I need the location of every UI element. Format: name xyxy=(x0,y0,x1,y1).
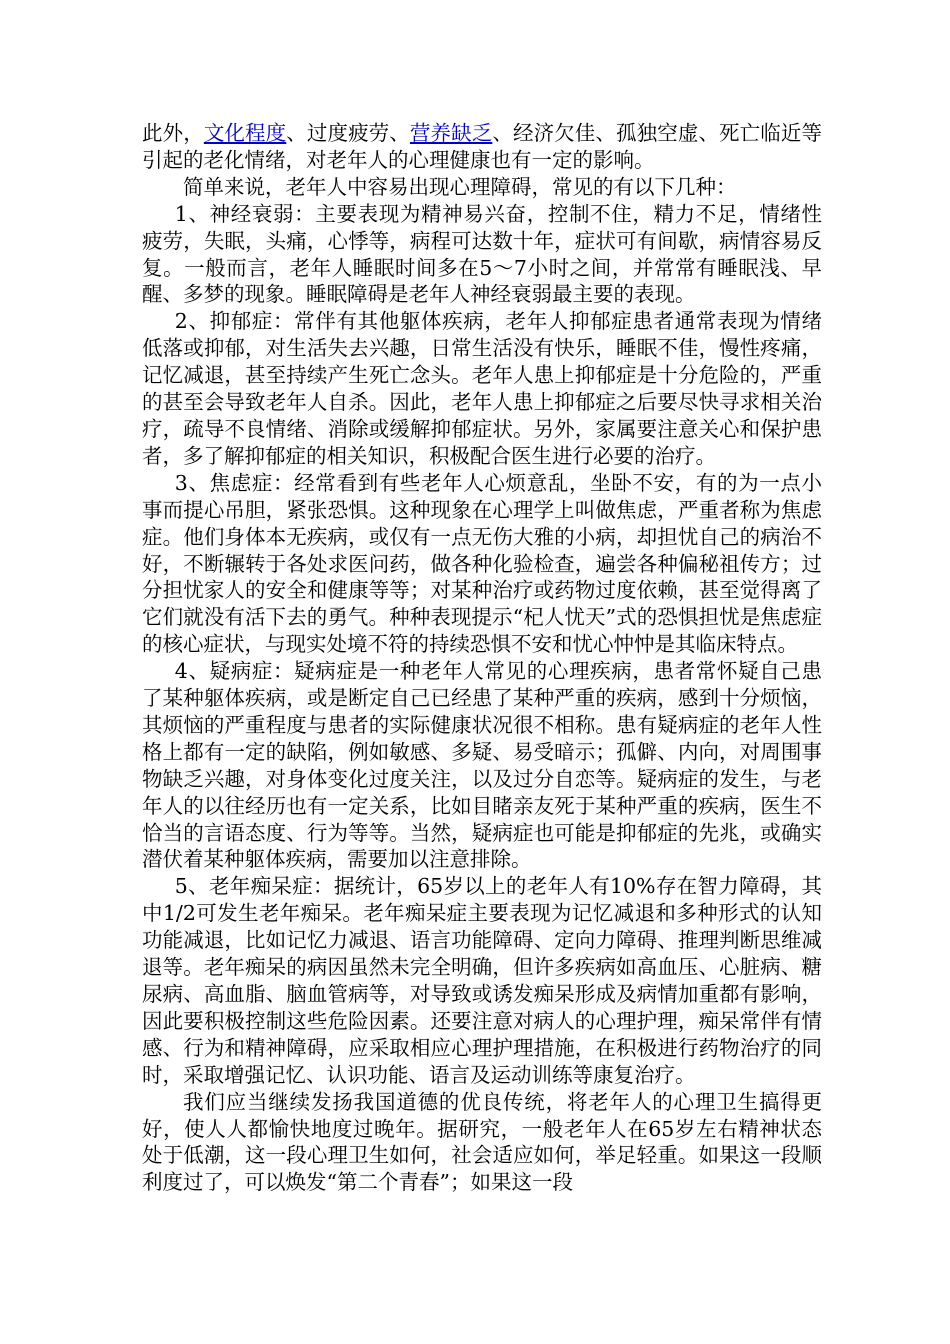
paragraph-intro xyxy=(142,120,822,174)
paragraph-anxiety: 3、焦虑症：经常看到有些老年人心烦意乱，坐卧不安，有的为一点小事而提心吊胆，紧张恐惧。这种现象在心理学上叫做焦虑，严重者称为焦虑症。他们身体本无疾病，或仅有一点无伤大雅的小病，却担忧自己的病治不好，不断辗转于各处求医问药，做各种化验检查，遍尝各种偏秘祖传方；过分担忧家人的安全和健康等等；对某种治疗或药物过度依赖，甚至觉得离了它们就没有活下去的勇气。种种表现提示“杞人忧天”式的恐惧担忧是焦虑症的核心症状，与现实处境不符的持续恐惧不安和忧心忡忡是其临床特点。 xyxy=(142,470,822,657)
paragraph-depression: 2、抑郁症：常伴有其他躯体疾病，老年人抑郁症患者通常表现为情绪低落或抑郁，对生活失去兴趣，日常生活没有快乐，睡眠不佳，慢性疼痛，记忆减退，甚至持续产生死亡念头。老年人患上抑郁症是十分危险的，严重的甚至会导致老年人自杀。因此，老年人患上抑郁症之后要尽快寻求相关治疗，疏导不良情绪、消除或缓解抑郁症状。另外，家属要注意关心和保护患者，多了解抑郁症的相关知识，积极配合医生进行必要的治疗。 xyxy=(142,309,822,468)
intro-text-middle: 、过度疲劳、 xyxy=(286,121,410,145)
intro-text-start: 此外， xyxy=(142,121,204,145)
paragraph-dementia: 5、老年痴呆症：据统计，65岁以上的老年人有10%存在智力障碍，其中1/2可发生老年痴呆。老年痴呆症主要表现为记忆减退和多种形式的认知功能减退，比如记忆力减退、语言功能障碍、定向力障碍、推理判断思维减退等。老年痴呆的病因虽然未完全明确，但许多疾病如高血压、心脏病、糖尿病、高血脂、脑血管病等，对导致或诱发痴呆形成及病情加重都有影响，因此要积极控制这些危险因素。还要注意对病人的心理护理，痴呆常伴有情感、行为和精神障碍，应采取相应心理护理措施，在积极进行药物治疗的同时，采取增强记忆、认识功能、语言及运动训练等康复治疗。 xyxy=(142,874,822,1087)
document-page xyxy=(142,120,822,1196)
paragraph-neurasthenia: 1、神经衰弱：主要表现为精神易兴奋，控制不住，精力不足，情绪性疲劳，失眠，头痛，心悸等，病程可达数十年，症状可有间歇，病情容易反复。一般而言，老年人睡眠时间多在5～7小时之间，并常常有睡眠浅、早醒、多梦的现象。睡眠障碍是老年人神经衰弱最主要的表现。 xyxy=(142,201,822,307)
paragraph-hypochondria: 4、疑病症：疑病症是一种老年人常见的心理疾病，患者常怀疑自己患了某种躯体疾病，或是断定自己已经患了某种严重的疾病，感到十分烦恼，其烦恼的严重程度与患者的实际健康状况很不相称。患有疑病症的老年人性格上都有一定的缺陷，例如敏感、多疑、易受暗示；孤僻、内向，对周围事物缺乏兴趣，对身体变化过度关注，以及过分自恋等。疑病症的发生，与老年人的以往经历也有一定关系，比如目睹亲友死于某种严重的疾病，医生不恰当的言语态度、行为等等。当然，疑病症也可能是抑郁症的先兆，或确实潜伏着某种躯体疾病，需要加以注意排除。 xyxy=(142,659,822,872)
link-malnutrition[interactable]: 营养缺乏 xyxy=(409,121,493,145)
paragraph-conclusion: 我们应当继续发扬我国道德的优良传统，将老年人的心理卫生搞得更好，使人人都愉快地度过晚年。据研究，一般老年人在65岁左右精神状态处于低潮，这一段心理卫生如何，社会适应如何，举足轻重。如果这一段顺利度过了，可以焕发“第二个青春”；如果这一段 xyxy=(142,1089,822,1195)
paragraph-summary: 简单来说，老年人中容易出现心理障碍，常见的有以下几种： xyxy=(183,174,737,199)
intro-text-end: 、经济欠佳、孤独空虚、死亡临近等引起的老化情绪，对老年人的心理健康也有一定的影响。 xyxy=(142,121,822,172)
link-education-level[interactable]: 文化程度 xyxy=(203,121,287,145)
